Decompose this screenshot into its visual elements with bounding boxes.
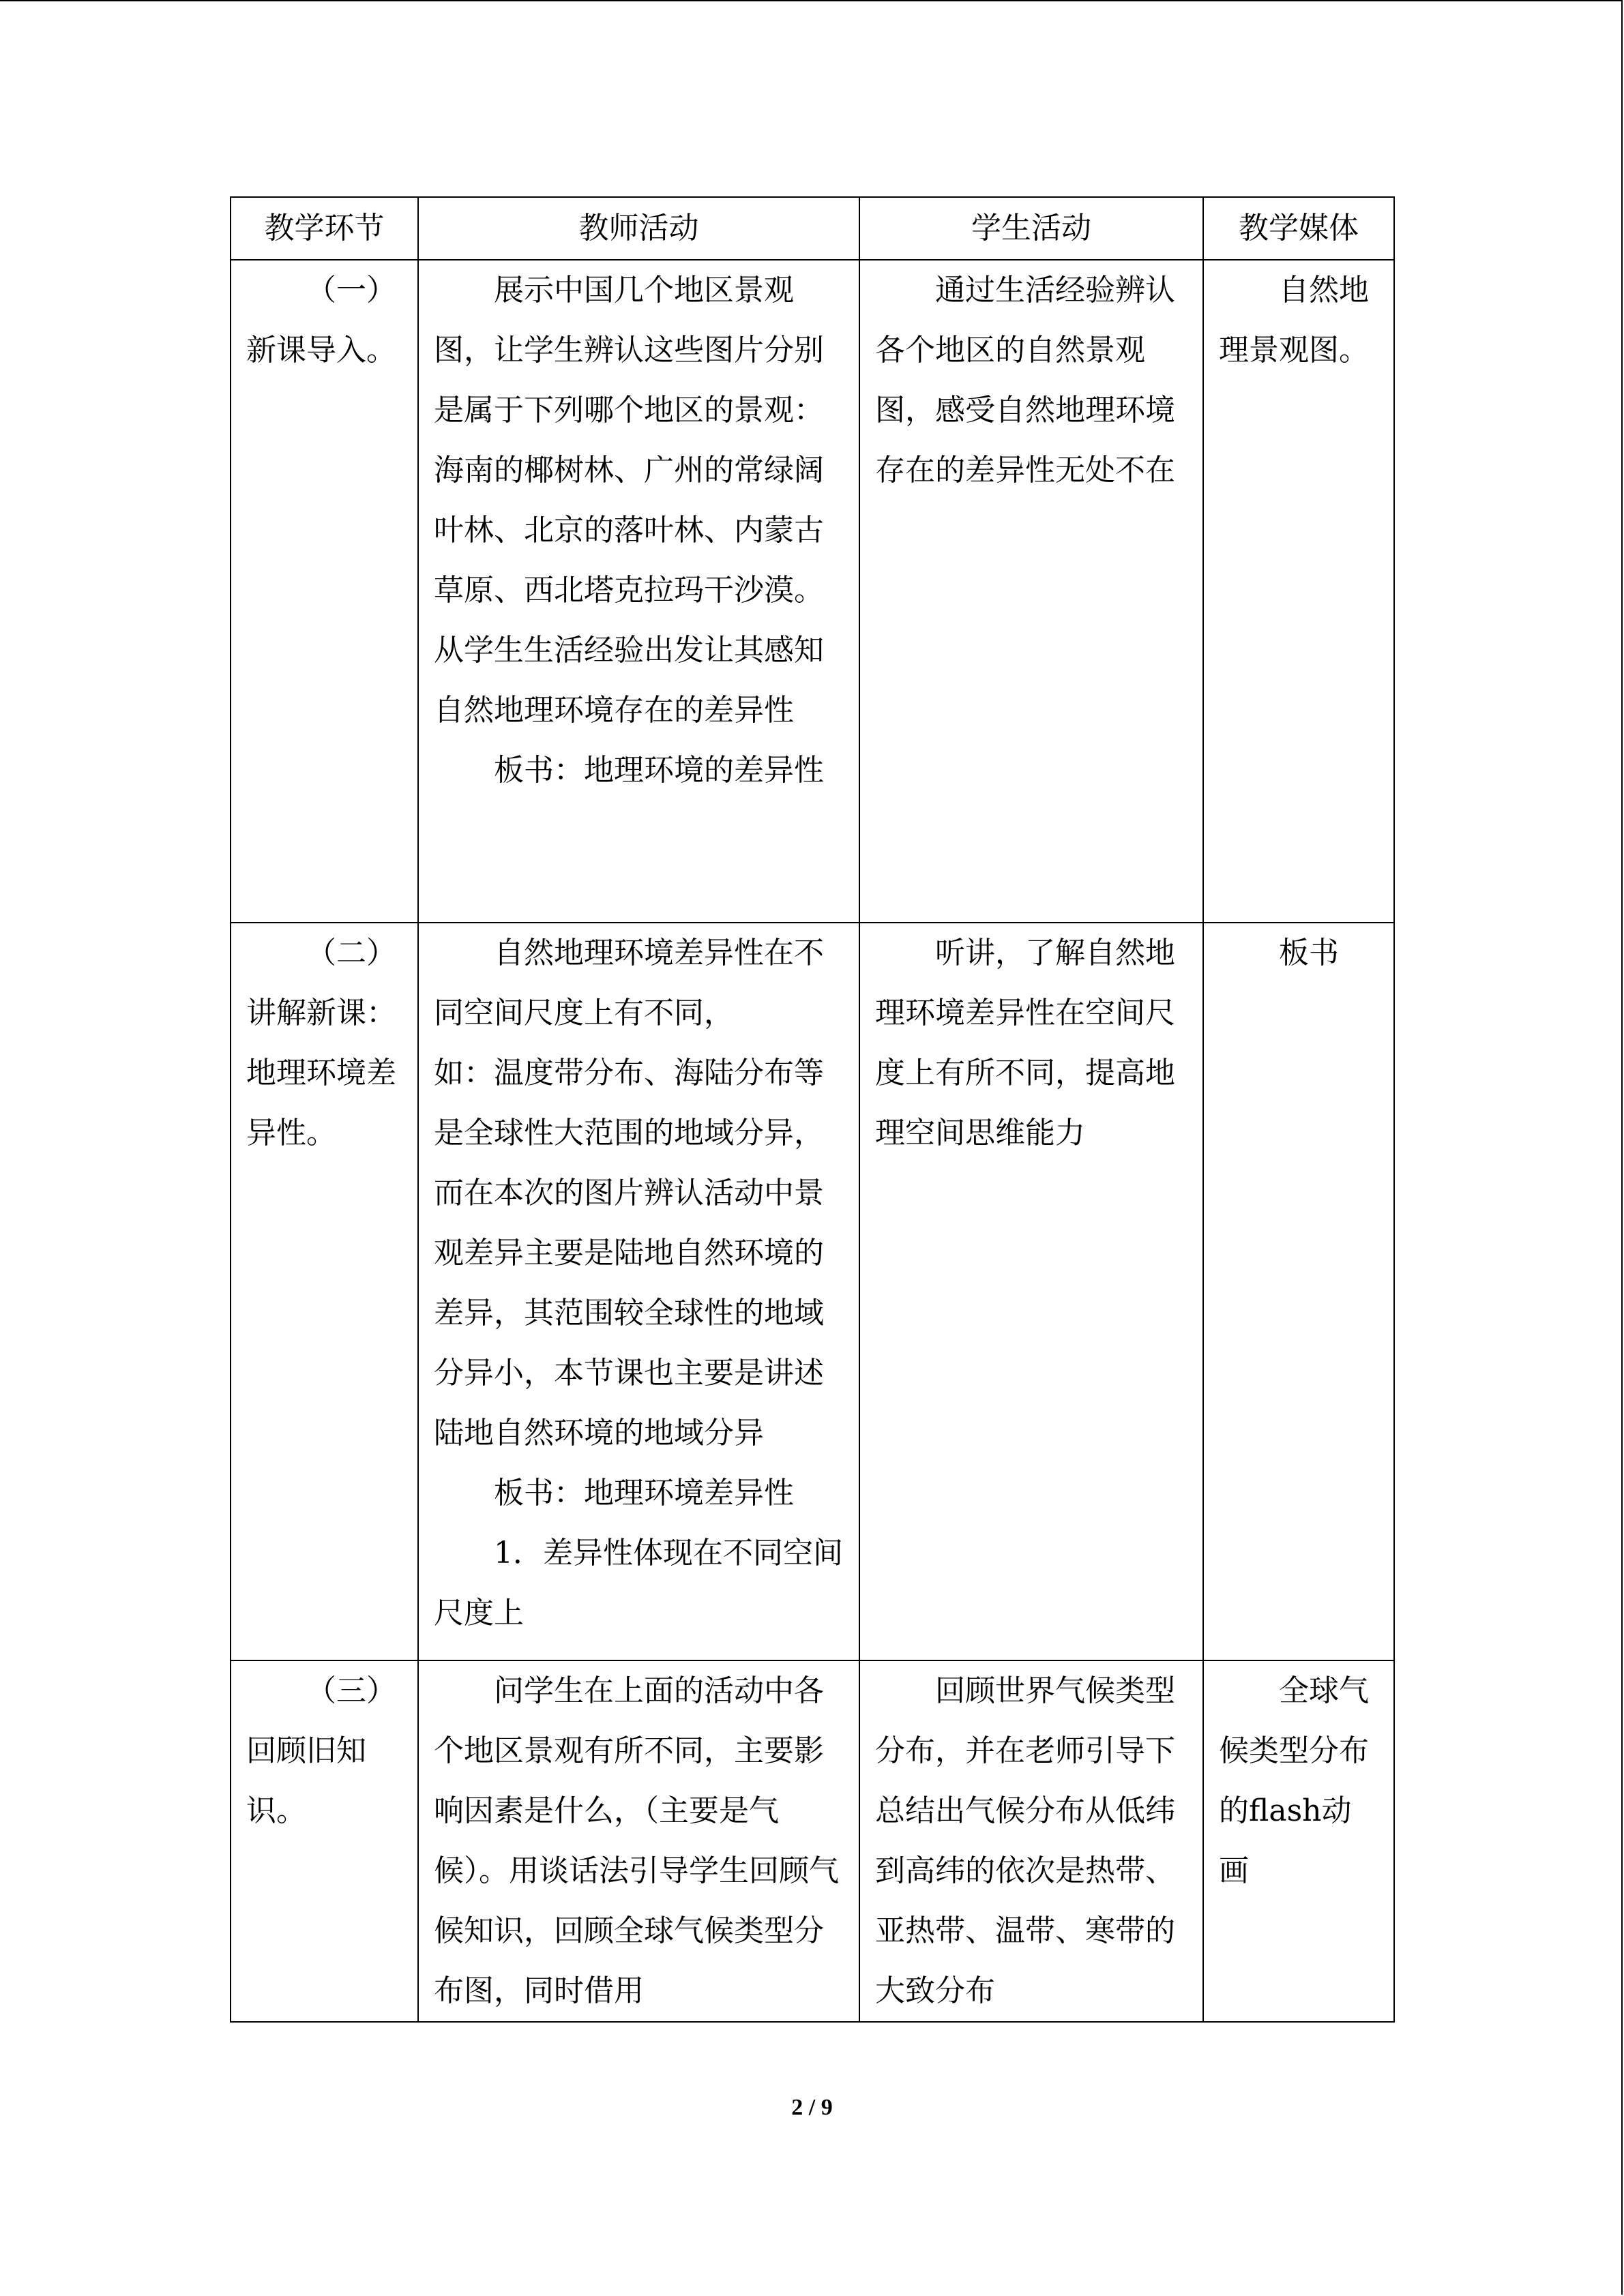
media-cell: [1203, 1660, 1394, 2022]
teacher-paragraph: 板书：地理环境差异性: [494, 1476, 794, 1510]
teacher-paragraph: 板书：地理环境的差异性: [494, 753, 824, 788]
header-stage: 教学环节: [231, 197, 418, 260]
header-teacher-activity: 教师活动: [418, 197, 859, 260]
teacher-paragraph: 问学生在上面的活动中各个地区景观有所不同，主要影响因素是什么，（主要是气候）。用谈话法引导学生回顾气候知识，回顾全球气候类型分布图，同时借用: [434, 1673, 839, 2008]
teacher-paragraph: 如：温度带分布、海陆分布等是全球性大范围的地域分异，而在本次的图片辨认活动中景观差异主要是陆地自然环境的差异，其范围较全球性的地域分异小，本节课也主要是讲述陆地自然环境的地域分异: [434, 1056, 824, 1450]
teacher-activity-cell: [418, 923, 859, 1660]
stage-text: （二）讲解新课：地理环境差异性。: [246, 936, 396, 1150]
student-activity-cell: [859, 260, 1203, 923]
student-paragraph: 听讲，了解自然地理环境差异性在空间尺度上有所不同，提高地理空间思维能力: [875, 936, 1175, 1150]
media-text: 全球气候类型分布的flash动画: [1219, 1673, 1369, 1888]
table-row: [231, 1660, 1394, 2022]
media-cell: [1203, 923, 1394, 1660]
media-cell: [1203, 260, 1394, 923]
stage-text: （三）回顾旧知识。: [246, 1673, 396, 1828]
student-activity-cell: [859, 1660, 1203, 2022]
header-teaching-media: 教学媒体: [1203, 197, 1394, 260]
stage-text: （一）新课导入。: [246, 273, 396, 368]
student-paragraph: 回顾世界气候类型分布，并在老师引导下总结出气候分布从低纬到高纬的依次是热带、亚热带、温带、寒带的大致分布: [875, 1673, 1175, 2008]
media-text: 自然地理景观图。: [1219, 273, 1369, 368]
teacher-paragraph: 展示中国几个地区景观图，让学生辨认这些图片分别是属于下列哪个地区的景观：海南的椰树林、广州的常绿阔叶林、北京的落叶林、内蒙古草原、西北塔克拉玛干沙漠。从学生生活经验出发让其感知自然地理环境存在的差异性: [434, 273, 824, 728]
stage-cell: [231, 260, 418, 923]
student-activity-cell: [859, 923, 1203, 1660]
teacher-activity-cell: [418, 260, 859, 923]
student-paragraph: 通过生活经验辨认各个地区的自然景观图，感受自然地理环境存在的差异性无处不在: [875, 273, 1175, 488]
lesson-plan-table: [230, 196, 1395, 2023]
page-number: 2 / 9: [791, 2095, 833, 2120]
table-row: [231, 260, 1394, 923]
stage-cell: [231, 923, 418, 1660]
table-row: [231, 923, 1394, 1660]
stage-cell: [231, 1660, 418, 2022]
teacher-paragraph: 自然地理环境差异性在不同空间尺度上有不同，: [434, 936, 824, 1030]
teacher-paragraph: 1．差异性体现在不同空间尺度上: [434, 1536, 843, 1630]
media-text: 板书: [1279, 936, 1339, 970]
table-header-row: [231, 197, 1394, 260]
teacher-activity-cell: [418, 1660, 859, 2022]
header-student-activity: 学生活动: [859, 197, 1203, 260]
